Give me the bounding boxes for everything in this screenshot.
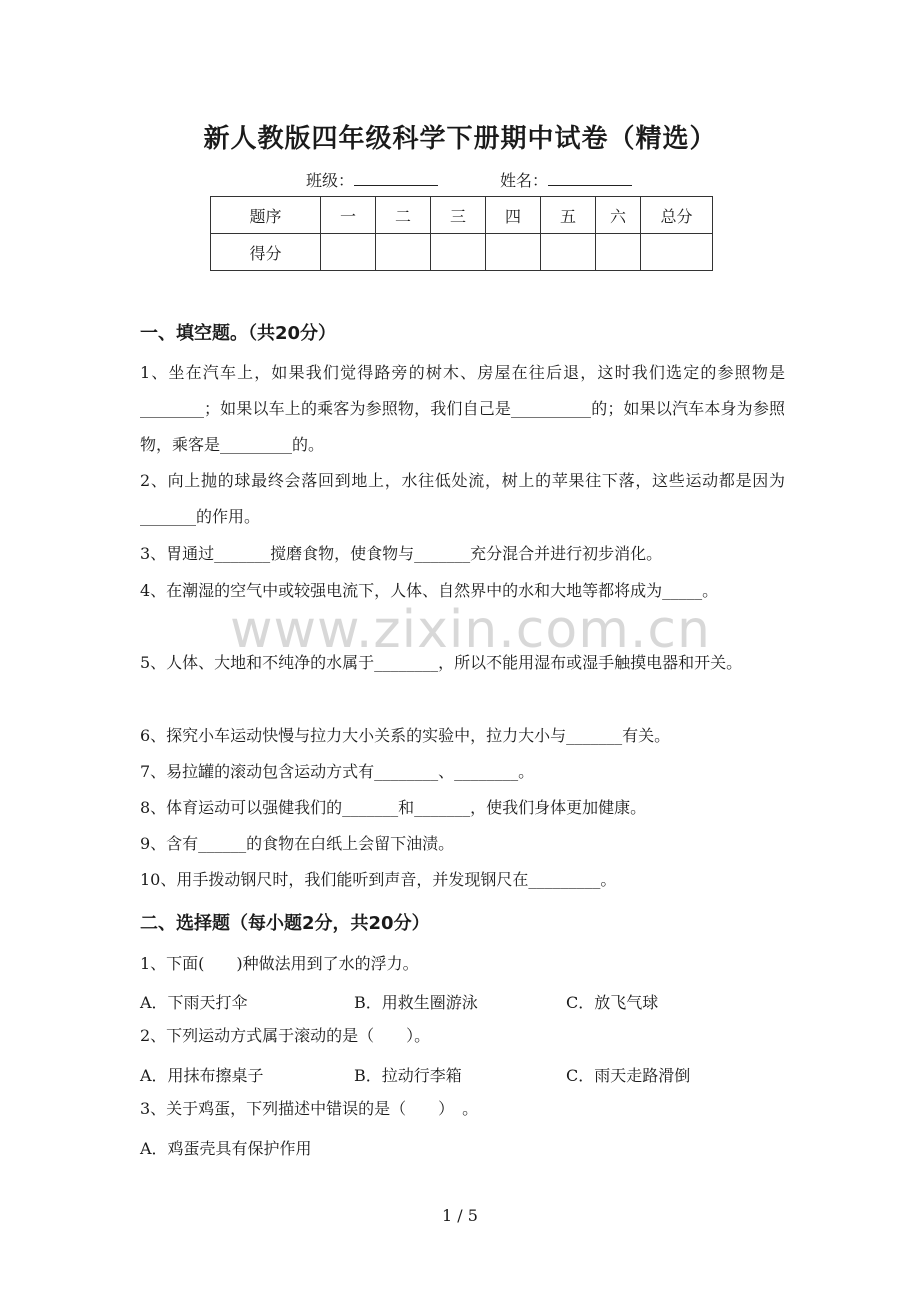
section2-heading: 二、选择题（每小题2分，共20分） (140, 913, 430, 934)
name-field (500, 168, 632, 191)
question-7: 7、易拉罐的滚动包含运动方式有________、________。 (140, 762, 535, 781)
choice-question-1: 1、下面( )种做法用到了水的浮力。 (140, 954, 419, 973)
header-cell: 四 (486, 197, 541, 234)
score-table (210, 196, 713, 271)
section1-heading: 一、填空题。（共20分） (140, 323, 337, 344)
choice-question-2: 2、下列运动方式属于滚动的是（ ）。 (140, 1026, 431, 1045)
question-3: 3、胃通过_______搅磨食物，使食物与_______充分混合并进行初步消化。 (140, 544, 663, 563)
option-b: B．拉动行李箱 (354, 1066, 462, 1085)
question-8: 8、体育运动可以强健我们的_______和_______，使我们身体更加健康。 (140, 798, 647, 817)
score-cell (486, 234, 541, 271)
option-b: B．用救生圈游泳 (354, 993, 478, 1012)
score-cell (321, 234, 376, 271)
question-5: 5、人体、大地和不纯净的水属于________，所以不能用湿布或湿手触摸电器和开关。 (140, 653, 743, 672)
name-label: 姓名： (500, 171, 549, 190)
score-cell (431, 234, 486, 271)
score-cell (596, 234, 641, 271)
question-9: 9、含有______的食物在白纸上会留下油渍。 (140, 834, 455, 853)
class-blank (354, 171, 438, 186)
header-cell: 五 (541, 197, 596, 234)
class-label: 班级： (306, 171, 355, 190)
header-cell: 一 (321, 197, 376, 234)
score-table-row (211, 234, 713, 271)
question-4: 4、在潮湿的空气中或较强电流下，人体、自然界中的水和大地等都将成为_____。 (140, 581, 719, 600)
choice-question-3: 3、关于鸡蛋，下列描述中错误的是（ ） 。 (140, 1099, 479, 1118)
header-cell: 题序 (211, 197, 321, 234)
option-c: C．雨天走路滑倒 (566, 1066, 691, 1085)
header-cell: 六 (596, 197, 641, 234)
score-table-header-row (211, 197, 713, 234)
page-title: 新人教版四年级科学下册期中试卷（精选） (203, 124, 717, 154)
score-cell (641, 234, 713, 271)
name-blank (548, 171, 632, 186)
watermark: www.zixin.com.cn (230, 600, 711, 660)
page-number: 1 / 5 (442, 1206, 478, 1225)
option-a: A．用抹布擦桌子 (140, 1066, 264, 1085)
score-cell (376, 234, 431, 271)
header-cell: 二 (376, 197, 431, 234)
option-c: C．放飞气球 (566, 993, 659, 1012)
header-cell: 三 (431, 197, 486, 234)
question-2: 2、向上抛的球最终会落回到地上，水往低处流，树上的苹果往下落，这些运动都是因为_______的作用。 (140, 471, 785, 526)
option-a: A．鸡蛋壳具有保护作用 (140, 1139, 312, 1158)
header-cell: 总分 (641, 197, 713, 234)
option-a: A．下雨天打伞 (140, 993, 248, 1012)
question-6: 6、探究小车运动快慢与拉力大小关系的实验中，拉力大小与_______有关。 (140, 726, 671, 745)
question-1: 1、坐在汽车上，如果我们觉得路旁的树木、房屋在往后退，这时我们选定的参照物是________；如果以车上的乘客为参照物，我们自己是__________的；如果以汽车本身为参照物，乘客是_________的。 (140, 363, 785, 454)
score-cell (541, 234, 596, 271)
row-label-cell: 得分 (211, 234, 321, 271)
question-10: 10、用手拨动钢尺时，我们能听到声音，并发现钢尺在_________。 (140, 870, 617, 889)
class-field (306, 168, 438, 191)
